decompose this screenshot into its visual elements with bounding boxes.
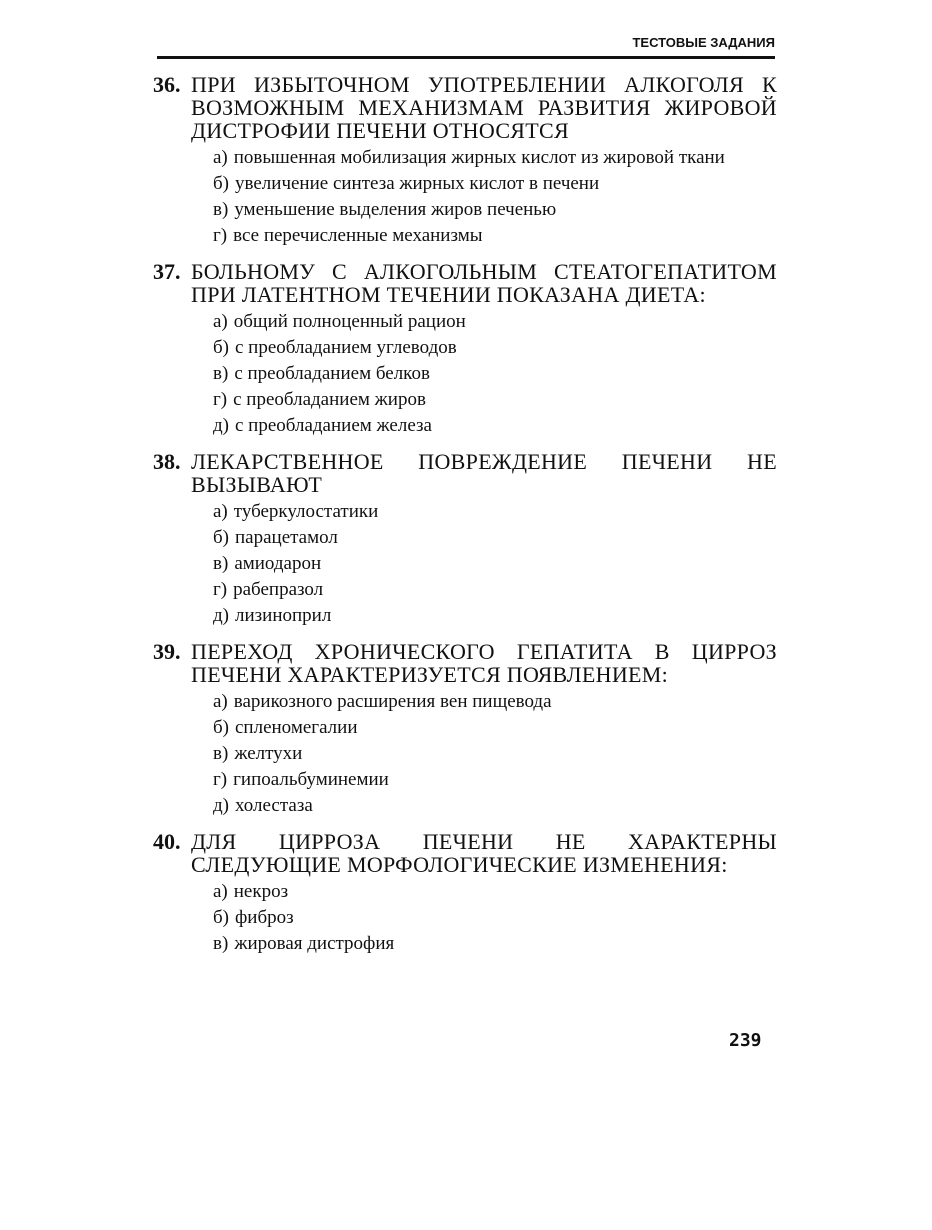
answer-option <box>213 716 777 739</box>
answer-option <box>213 552 777 575</box>
question-heading <box>153 73 777 142</box>
option-text: спленомегалии <box>235 717 358 738</box>
option-letter: б) <box>213 337 229 358</box>
question-heading <box>153 640 777 686</box>
option-text: общий полноценный рацион <box>233 311 466 332</box>
option-letter: а) <box>213 881 228 902</box>
answer-option <box>213 224 777 247</box>
answer-options <box>213 880 777 955</box>
answer-option <box>213 198 777 221</box>
question-heading <box>153 830 777 876</box>
answer-option <box>213 742 777 765</box>
answer-option <box>213 414 777 437</box>
answer-option <box>213 906 777 929</box>
answer-option <box>213 146 777 169</box>
answer-option <box>213 388 777 411</box>
question-text: ЛЕКАРСТВЕННОЕ ПОВРЕЖДЕНИЕ ПЕЧЕНИ НЕ ВЫЗЫВАЮТ <box>191 449 777 497</box>
answer-options <box>213 500 777 627</box>
option-text: варикозного расширения вен пищевода <box>233 691 552 712</box>
option-text: фиброз <box>235 907 294 928</box>
answer-option <box>213 310 777 333</box>
option-text: увеличение синтеза жирных кислот в печени <box>235 173 600 194</box>
option-text: гипоальбуминемии <box>233 769 389 790</box>
option-letter: а) <box>213 501 228 522</box>
option-letter: г) <box>213 389 228 410</box>
option-text: с преобладанием жиров <box>233 389 426 410</box>
answer-option <box>213 526 777 549</box>
question-number: 37. <box>153 259 181 284</box>
question-number: 40. <box>153 829 181 854</box>
option-text: с преобладанием железа <box>235 415 432 436</box>
answer-option <box>213 880 777 903</box>
question-40 <box>153 830 777 955</box>
page-number: 239 <box>729 1030 762 1051</box>
question-heading <box>153 450 777 496</box>
question-number: 38. <box>153 449 181 474</box>
answer-option <box>213 578 777 601</box>
option-text: туберкулостатики <box>233 501 379 522</box>
question-text: ПЕРЕХОД ХРОНИЧЕСКОГО ГЕПАТИТА В ЦИРРОЗ ПЕЧЕНИ ХАРАКТЕРИЗУЕТСЯ ПОЯВЛЕНИЕМ: <box>191 639 777 687</box>
option-text: желтухи <box>234 743 303 764</box>
option-letter: а) <box>213 311 228 332</box>
option-letter: б) <box>213 907 229 928</box>
question-37 <box>153 260 777 437</box>
question-heading <box>153 260 777 306</box>
answer-options <box>213 146 777 247</box>
answer-option <box>213 768 777 791</box>
answer-option <box>213 690 777 713</box>
option-text: рабепразол <box>233 579 324 600</box>
option-letter: а) <box>213 691 228 712</box>
answer-option <box>213 362 777 385</box>
answer-option <box>213 336 777 359</box>
option-letter: в) <box>213 363 229 384</box>
option-letter: г) <box>213 769 228 790</box>
option-letter: д) <box>213 795 229 816</box>
question-39 <box>153 640 777 817</box>
option-letter: б) <box>213 527 229 548</box>
option-letter: в) <box>213 743 229 764</box>
option-letter: д) <box>213 415 229 436</box>
answer-option <box>213 932 777 955</box>
running-header <box>157 32 775 59</box>
option-text: лизиноприл <box>235 605 332 626</box>
option-text: с преобладанием углеводов <box>235 337 457 358</box>
option-text: некроз <box>233 881 289 902</box>
option-letter: в) <box>213 553 229 574</box>
question-text: БОЛЬНОМУ С АЛКОГОЛЬНЫМ СТЕАТОГЕПАТИТОМ ПРИ ЛАТЕНТНОМ ТЕЧЕНИИ ПОКАЗАНА ДИЕТА: <box>191 259 777 307</box>
answer-options <box>213 690 777 817</box>
option-letter: б) <box>213 173 229 194</box>
question-number: 39. <box>153 639 181 664</box>
option-text: повышенная мобилизация жирных кислот из жировой ткани <box>233 147 725 168</box>
answer-option <box>213 604 777 627</box>
option-text: с преобладанием белков <box>234 363 430 384</box>
question-number: 36. <box>153 72 181 97</box>
question-38 <box>153 450 777 627</box>
question-text: ДЛЯ ЦИРРОЗА ПЕЧЕНИ НЕ ХАРАКТЕРНЫ СЛЕДУЮЩИЕ МОРФОЛОГИЧЕСКИЕ ИЗМЕНЕНИЯ: <box>191 829 777 877</box>
running-header-title: ТЕСТОВЫЕ ЗАДАНИЯ <box>632 35 775 50</box>
option-text: жировая дистрофия <box>234 933 395 954</box>
option-letter: г) <box>213 225 228 246</box>
answer-option <box>213 794 777 817</box>
option-text: холестаза <box>235 795 313 816</box>
option-text: уменьшение выделения жиров печенью <box>234 199 557 220</box>
question-36 <box>153 73 777 247</box>
option-text: амиодарон <box>234 553 322 574</box>
option-letter: д) <box>213 605 229 626</box>
answer-options <box>213 310 777 437</box>
option-letter: а) <box>213 147 228 168</box>
option-text: все перечисленные механизмы <box>233 225 483 246</box>
option-text: парацетамол <box>235 527 338 548</box>
question-text: ПРИ ИЗБЫТОЧНОМ УПОТРЕБЛЕНИИ АЛКОГОЛЯ К ВОЗМОЖНЫМ МЕХАНИЗМАМ РАЗВИТИЯ ЖИРОВОЙ ДИСТРОФИИ ПЕЧЕНИ ОТНОСЯТСЯ <box>191 72 777 143</box>
option-letter: в) <box>213 199 229 220</box>
answer-option <box>213 500 777 523</box>
option-letter: б) <box>213 717 229 738</box>
answer-option <box>213 172 777 195</box>
option-letter: в) <box>213 933 229 954</box>
questions-list <box>153 73 777 968</box>
option-letter: г) <box>213 579 228 600</box>
